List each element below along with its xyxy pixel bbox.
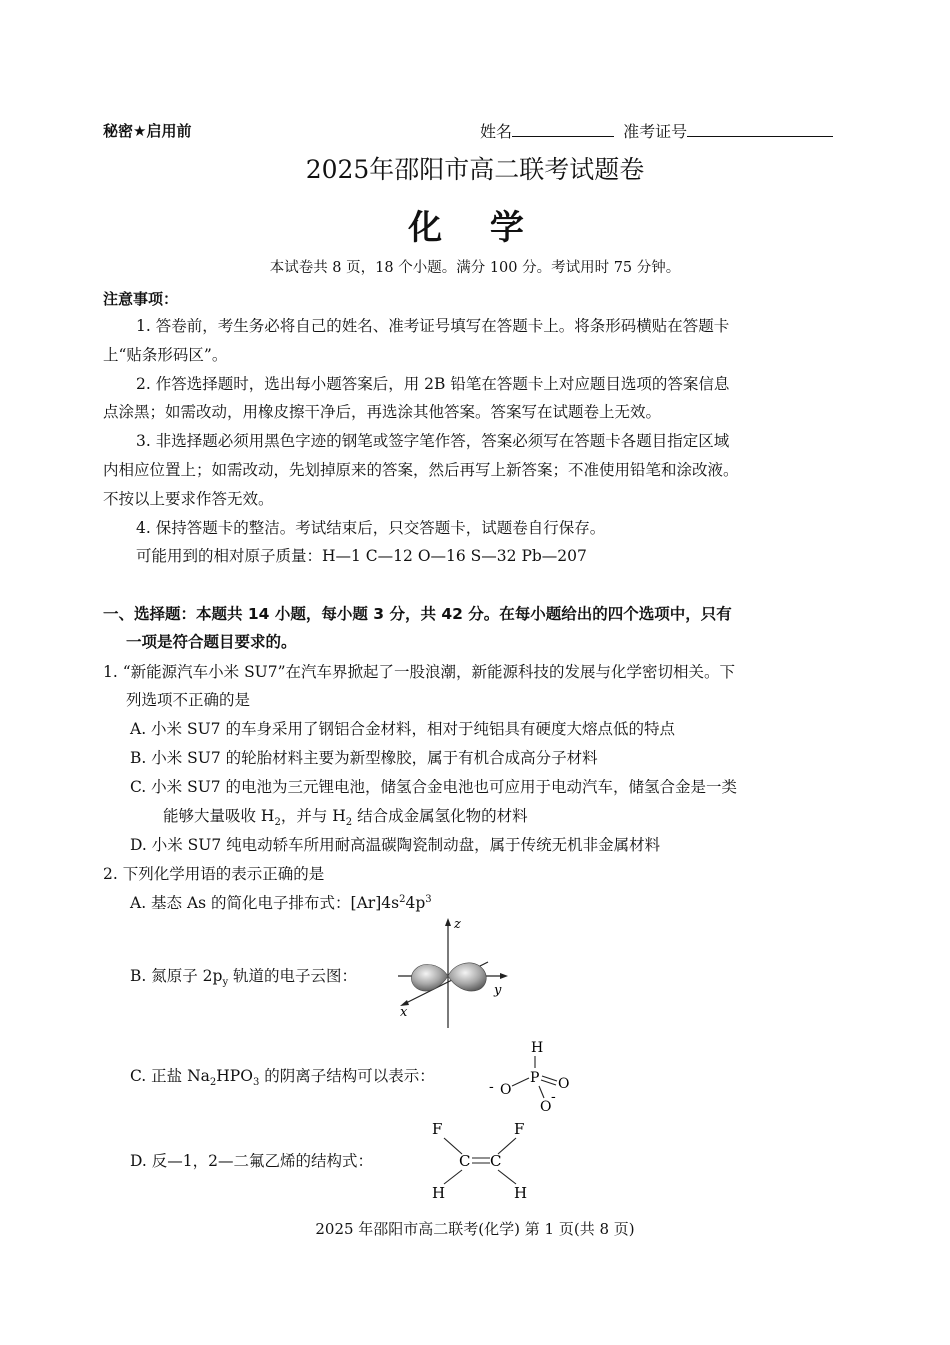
q1-option-c-cont [163, 806, 528, 829]
hpo3-structure [484, 1036, 574, 1116]
bond [539, 1086, 544, 1098]
bond [512, 1078, 529, 1086]
atom-f-right: F [514, 1120, 525, 1138]
page-footer: 2025 年邵阳市高二联考(化学) 第 1 页(共 8 页) [315, 1220, 635, 1238]
note-line: 上“贴条形码区”。 [103, 346, 228, 364]
q2-option-d: D. 反—1，2—二氟乙烯的结构式： [130, 1152, 373, 1170]
orbital-diagram [390, 912, 515, 1032]
bond [541, 1080, 556, 1085]
atom-o-right: O [558, 1076, 570, 1092]
q1-option-b: B. 小米 SU7 的轮胎材料主要为新型橡胶，属于有机合成高分子材料 [130, 749, 598, 767]
q1-option-c: C. 小米 SU7 的电池为三元锂电池，储氢合金电池也可应用于电动汽车，储氢合金是一类 [130, 778, 738, 796]
q2-stem: 2. 下列化学用语的表示正确的是 [103, 865, 325, 883]
q2-c-text: HPO [216, 1067, 253, 1085]
atom-c-left: C [459, 1152, 471, 1170]
q2-b-sub: y [222, 977, 229, 989]
atom-f-left: F [432, 1120, 443, 1138]
q1-c-sub: 2 [274, 817, 281, 829]
note-line: 3. 非选择题必须用黑色字迹的钢笔或签字笔作答，答案必须写在答题卡各题目指定区域 [136, 432, 730, 450]
q2-a-sup: 3 [425, 893, 432, 905]
section-heading-cont: 一项是符合题目要求的。 [126, 633, 297, 651]
charge-minus: - [551, 1089, 556, 1105]
q2-a-text: A. 基态 As 的简化电子排布式：[Ar]4s [130, 894, 400, 912]
q1-c-sub: 2 [345, 817, 353, 829]
q1-stem-cont: 列选项不正确的是 [126, 691, 251, 709]
note-line: 点涂黑；如需改动，用橡皮擦干净后，再选涂其他答案。答案写在试题卷上无效。 [103, 403, 662, 421]
charge-minus: - [489, 1079, 494, 1095]
q2-c-sub: 2 [209, 1077, 217, 1089]
note-line: 2. 作答选择题时，选出每小题答案后，用 2B 铅笔在答题卡上对应题目选项的答案信息 [136, 375, 730, 393]
z-label: z [454, 917, 461, 932]
subject-title: 化 学 [408, 208, 542, 248]
q1-option-d: D. 小米 SU7 纯电动轿车所用耐高温碳陶瓷制动盘，属于传统无机非金属材料 [130, 836, 661, 854]
q2-c-text: 的阴离子结构可以表示： [259, 1067, 435, 1085]
bond [498, 1170, 516, 1184]
q1-option-a: A. 小米 SU7 的车身采用了钢铝合金材料，相对于纯铝具有硬度大熔点低的特点 [130, 720, 675, 738]
q2-option-c [130, 1066, 435, 1089]
q2-a-sup: 2 [399, 893, 406, 905]
orbital-lobe-left [411, 964, 448, 991]
name-blank [512, 122, 614, 137]
note-line: 不按以上要求作答无效。 [103, 490, 274, 508]
atom-h-left: H [432, 1184, 446, 1202]
atom-h: H [531, 1040, 544, 1056]
q1-c-text: 结合成金属氢化物的材料 [352, 807, 528, 825]
bond [444, 1170, 462, 1184]
q2-a-text: 4p [405, 894, 426, 912]
atom-h-right: H [514, 1184, 528, 1202]
exam-info: 本试卷共 8 页，18 个小题。满分 100 分。考试用时 75 分钟。 [269, 260, 681, 276]
atom-o-bottom: O [540, 1099, 552, 1115]
note-line: 内相应位置上；如需改动，先划掉原来的答案，然后再写上新答案；不准使用铅笔和涂改液。 [103, 461, 739, 479]
exam-title: 2025年邵阳市高二联考试题卷 [305, 155, 645, 184]
q2-option-a [130, 893, 432, 913]
difluoroethylene-structure [422, 1116, 542, 1202]
q2-b-text: 轨道的电子云图： [228, 967, 358, 985]
atom-o-left: O [500, 1082, 512, 1098]
id-label: 准考证号 [623, 122, 688, 141]
q2-b-text: B. 氮原子 2p [130, 967, 223, 985]
y-arrow-icon [500, 973, 508, 979]
x-label: x [400, 1005, 408, 1020]
note-line: 1. 答卷前，考生务必将自己的姓名、准考证号填写在答题卡上。将条形码横贴在答题卡 [136, 317, 730, 335]
q2-c-sub: 3 [252, 1077, 260, 1089]
id-blank [687, 122, 833, 137]
note-line: 4. 保持答题卡的整洁。考试结束后，只交答题卡，试题卷自行保存。 [136, 519, 606, 537]
notes-heading: 注意事项： [103, 290, 179, 308]
q2-c-text: C. 正盐 Na [130, 1067, 210, 1085]
candidate-info [480, 119, 833, 142]
q1-c-text: 能够大量吸收 H [163, 807, 275, 825]
q1-c-text: ，并与 H [280, 807, 346, 825]
section-heading: 一、选择题：本题共 14 小题，每小题 3 分，共 42 分。在每小题给出的四个选项中，只有 [103, 605, 732, 623]
atomic-masses: 可能用到的相对原子质量：H—1 C—12 O—16 S—32 Pb—207 [136, 547, 587, 565]
q2-option-b [130, 966, 358, 989]
atom-p: P [530, 1070, 540, 1086]
y-label: y [494, 983, 502, 998]
name-label: 姓名 [480, 122, 513, 141]
q1-stem: 1. “新能源汽车小米 SU7”在汽车界掀起了一股浪潮，新能源科技的发展与化学密切相关。下 [103, 663, 736, 681]
secret-label: 秘密★启用前 [103, 122, 192, 140]
atom-c-right: C [490, 1152, 502, 1170]
bond [542, 1076, 557, 1081]
z-arrow-icon [445, 918, 451, 926]
orbital-lobe-right [448, 963, 486, 991]
